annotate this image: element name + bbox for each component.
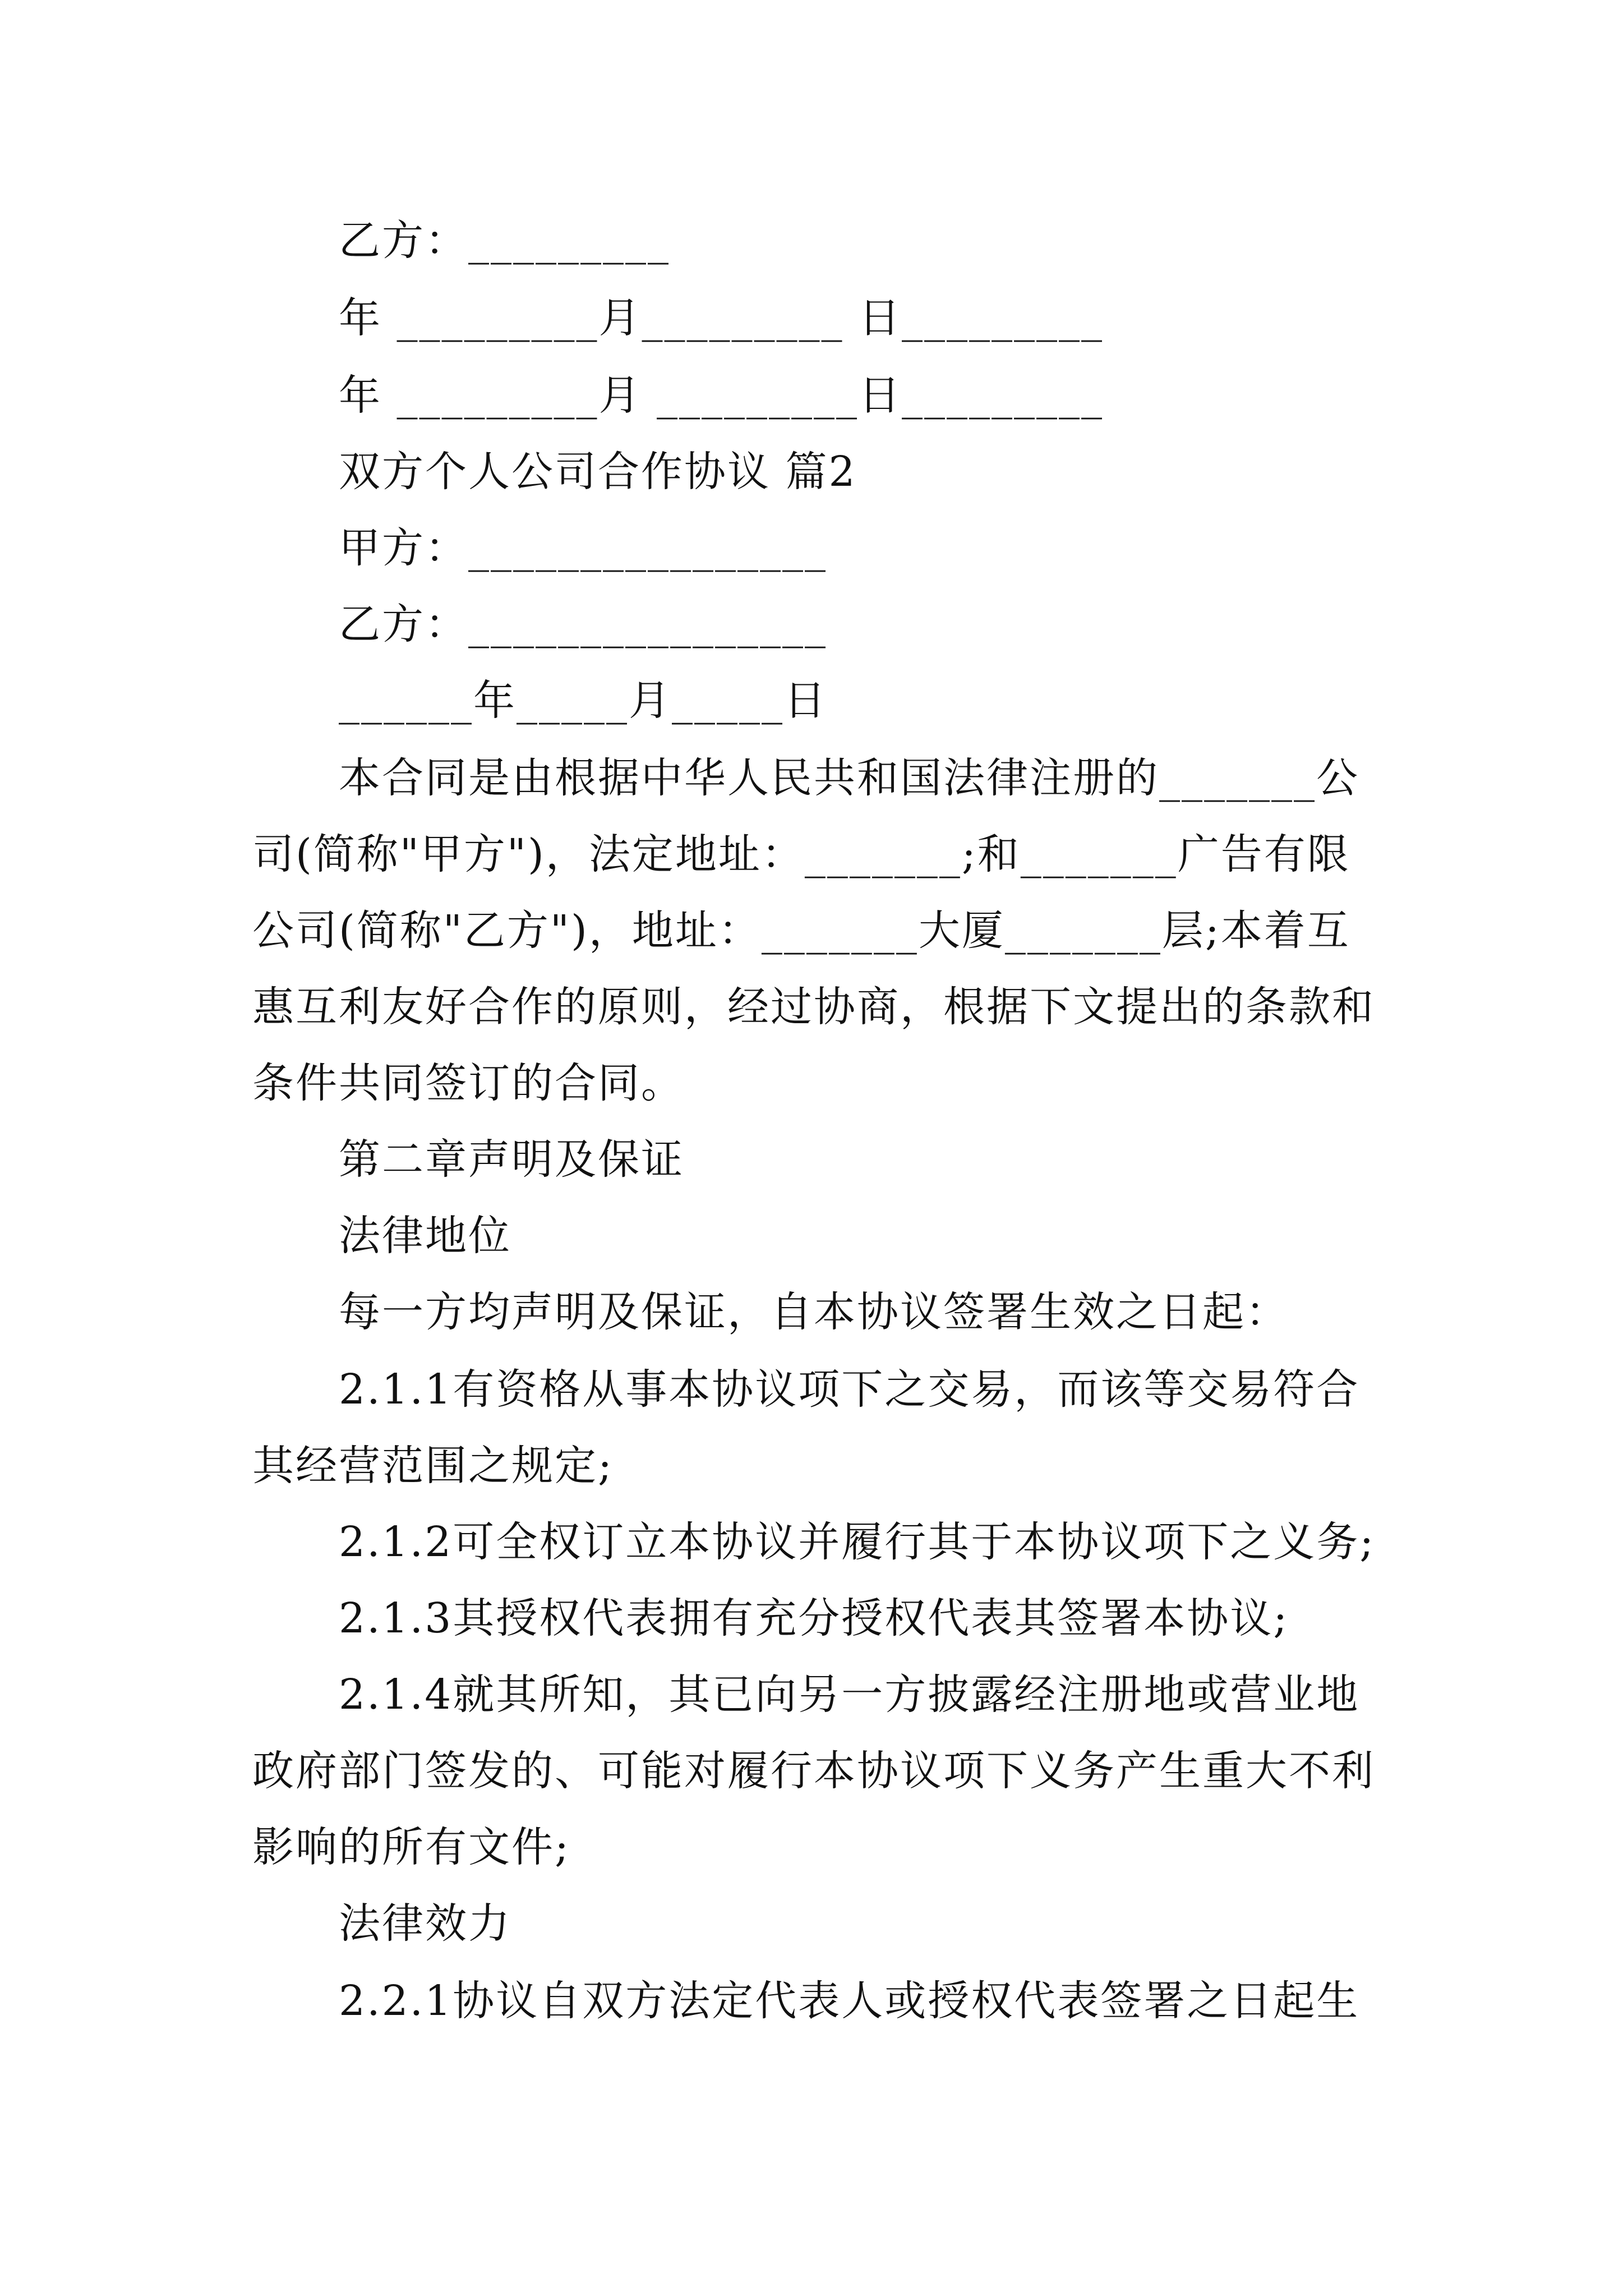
- party-a-line: 甲方：________________: [339, 524, 827, 572]
- paragraph-intro-line-1: 本合同是由根据中华人民共和国法律注册的_______公: [339, 754, 1359, 802]
- clause-2-1-3: 2.1.3其授权代表拥有充分授权代表其签署本协议;: [339, 1594, 1289, 1642]
- paragraph-intro-line-4: 惠互利友好合作的原则，经过协商，根据下文提出的条款和: [252, 983, 1375, 1031]
- clause-2-1-4-line-2: 政府部门签发的、可能对履行本协议项下义务产生重大不利: [252, 1747, 1375, 1795]
- paragraph-intro-line-5: 条件共同签订的合同。: [252, 1059, 684, 1107]
- clause-2-1-4-line-1: 2.1.4就其所知，其已向另一方披露经注册地或营业地: [339, 1671, 1360, 1719]
- declaration-line: 每一方均声明及保证，自本协议签署生效之日起：: [339, 1288, 1289, 1336]
- chapter-heading: 第二章声明及保证: [339, 1135, 684, 1184]
- paragraph-intro-line-2: 司(简称"甲方")，法定地址：_______;和_______广告有限: [252, 830, 1350, 878]
- clause-2-2-1: 2.2.1协议自双方法定代表人或授权代表签署之日起生: [339, 1977, 1360, 2025]
- party-b-line: 乙方：________________: [339, 600, 827, 648]
- clause-2-1-1-line-1: 2.1.1有资格从事本协议项下之交易，而该等交易符合: [339, 1365, 1360, 1414]
- subheading-legal-effect: 法律效力: [339, 1899, 511, 1948]
- party-b-signature-line: 乙方：_________: [339, 217, 670, 265]
- section-title: 双方个人公司合作协议 篇2: [339, 448, 857, 496]
- paragraph-intro-line-3: 公司(简称"乙方")，地址：_______大厦_______层;本着互: [252, 907, 1350, 955]
- clause-2-1-2: 2.1.2可全权订立本协议并履行其于本协议项下之义务;: [339, 1518, 1376, 1566]
- date-line-3: ______年_____月_____日: [339, 677, 827, 725]
- subheading-legal-status: 法律地位: [339, 1212, 511, 1260]
- date-line-2: 年 _________月 _________日_________: [339, 371, 1104, 420]
- date-line-1: 年 _________月_________ 日_________: [339, 294, 1104, 342]
- clause-2-1-4-line-3: 影响的所有文件;: [252, 1823, 570, 1871]
- clause-2-1-1-line-2: 其经营范围之规定;: [252, 1442, 614, 1490]
